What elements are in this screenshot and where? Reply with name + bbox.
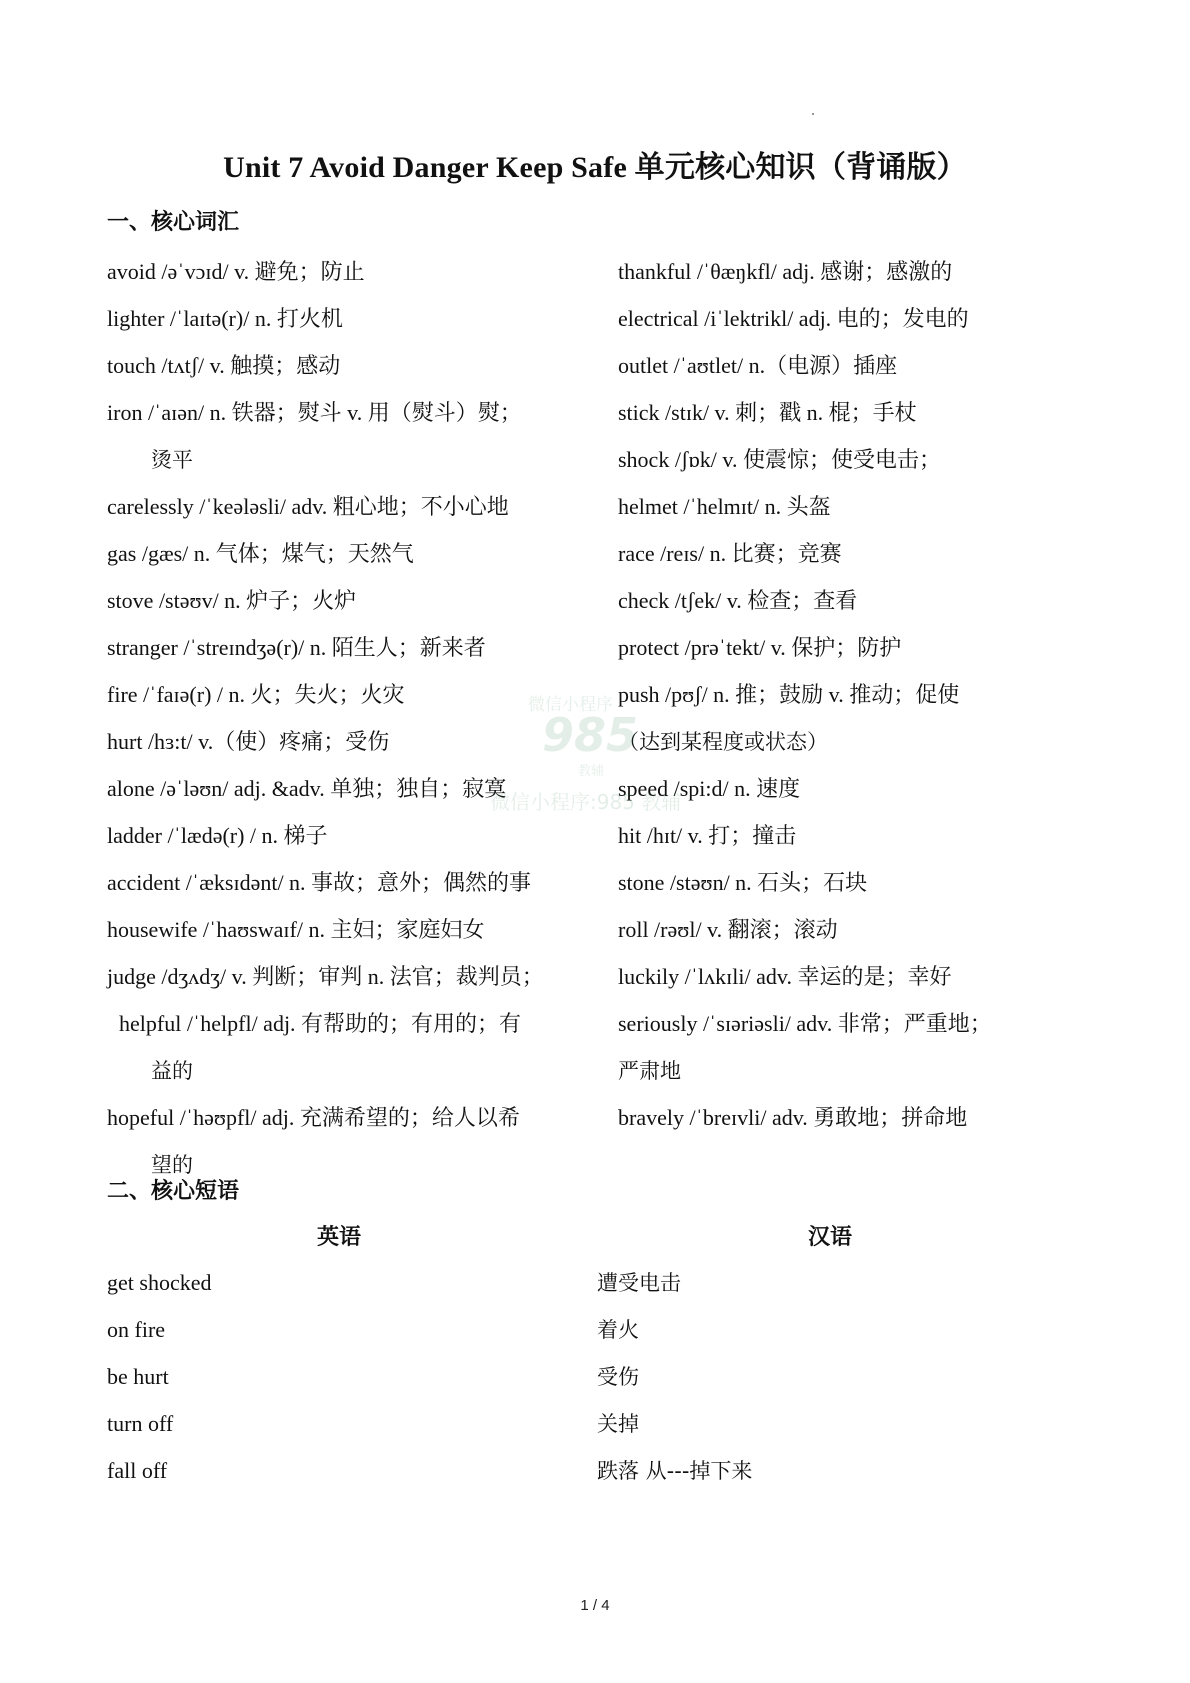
vocab-entry: protect /prəˈtekt/ v. 保护；防护 <box>618 635 902 660</box>
watermark-logo: 985 <box>542 708 639 762</box>
vocab-entry-continuation: （达到某程度或状态） <box>618 730 828 754</box>
stray-mark <box>812 113 814 115</box>
vocab-entry: seriously /ˈsɪəriəsli/ adv. 非常；严重地； <box>618 1011 992 1036</box>
vocab-entry: push /pʊʃ/ n. 推；鼓励 v. 推动；促使 <box>618 682 960 707</box>
vocab-entry: stove /stəʊv/ n. 炉子；火炉 <box>107 588 357 613</box>
vocab-entry: outlet /ˈaʊtlet/ n.（电源）插座 <box>618 353 898 378</box>
vocab-entry: shock /ʃɒk/ v. 使震惊；使受电击； <box>618 447 941 472</box>
phrase-column-chinese <box>597 1263 752 1498</box>
section-heading-vocabulary: 一、核心词汇 <box>107 210 240 235</box>
vocab-entry: iron /ˈaɪən/ n. 铁器；熨斗 v. 用（熨斗）熨； <box>107 400 522 425</box>
phrase-cn: 遭受电击 <box>597 1271 681 1295</box>
phrase-en: get shocked <box>107 1270 212 1295</box>
phrase-en: turn off <box>107 1411 174 1436</box>
vocab-entry-continuation: 烫平 <box>151 448 193 472</box>
vocab-entry: helmet /ˈhelmɪt/ n. 头盔 <box>618 494 831 519</box>
vocab-entry: housewife /ˈhaʊswaɪf/ n. 主妇；家庭妇女 <box>107 917 485 942</box>
vocab-entry: helpful /ˈhelpfl/ adj. 有帮助的；有用的；有 <box>119 1011 522 1036</box>
vocab-entry: gas /gæs/ n. 气体；煤气；天然气 <box>107 541 414 566</box>
phrase-cn: 关掉 <box>597 1412 639 1436</box>
vocab-entry: touch /tʌtʃ/ v. 触摸；感动 <box>107 353 341 378</box>
vocab-entry: hit /hɪt/ v. 打；撞击 <box>618 823 797 848</box>
vocab-entry: accident /ˈæksɪdənt/ n. 事故；意外；偶然的事 <box>107 870 532 895</box>
vocab-entry: stone /stəʊn/ n. 石头；石块 <box>618 870 868 895</box>
phrase-cn: 受伤 <box>597 1365 639 1389</box>
vocab-entry: speed /spi:d/ n. 速度 <box>618 776 801 801</box>
vocab-entry: judge /dʒʌdʒ/ v. 判断；审判 n. 法官；裁判员； <box>107 964 544 989</box>
vocab-entry: alone /əˈləʊn/ adj. &adv. 单独；独自；寂寞 <box>107 776 507 801</box>
vocab-entry: stranger /ˈstreɪndʒə(r)/ n. 陌生人；新来者 <box>107 635 486 660</box>
phrase-en: on fire <box>107 1317 166 1342</box>
vocab-entry: electrical /iˈlektrikl/ adj. 电的；发电的 <box>618 306 969 331</box>
vocab-entry-continuation: 严肃地 <box>618 1059 681 1083</box>
vocab-entry: hurt /hɜ:t/ v.（使）疼痛；受伤 <box>107 729 390 754</box>
vocab-entry: fire /ˈfaɪə(r) / n. 火；失火；火灾 <box>107 682 405 707</box>
vocab-entry: bravely /ˈbreɪvli/ adv. 勇敢地；拼命地 <box>618 1105 968 1130</box>
vocab-column-left <box>107 252 617 1192</box>
page-title: Unit 7 Avoid Danger Keep Safe 单元核心知识（背诵版） <box>223 151 967 184</box>
vocab-entry: ladder /ˈlædə(r) / n. 梯子 <box>107 823 328 848</box>
vocab-entry: race /reɪs/ n. 比赛；竞赛 <box>618 541 842 566</box>
vocab-entry: carelessly /ˈkeələsli/ adv. 粗心地；不小心地 <box>107 494 509 519</box>
vocab-entry: thankful /ˈθæŋkfl/ adj. 感谢；感激的 <box>618 259 953 284</box>
section-heading-phrases: 二、核心短语 <box>107 1179 240 1204</box>
phrase-en: fall off <box>107 1458 168 1483</box>
vocab-column-right <box>618 252 1058 1145</box>
page-number: 1 / 4 <box>580 1597 610 1614</box>
phrase-cn: 跌落 从---掉下来 <box>597 1459 753 1483</box>
vocab-entry: stick /stɪk/ v. 刺；戳 n. 棍；手杖 <box>618 400 917 425</box>
column-header-chinese: 汉语 <box>808 1225 853 1250</box>
vocab-entry: luckily /ˈlʌkɪli/ adv. 幸运的是；幸好 <box>618 964 952 989</box>
vocab-entry-continuation: 望的 <box>151 1153 193 1177</box>
vocab-entry: check /tʃek/ v. 检查；查看 <box>618 588 858 613</box>
watermark-line: 教辅 <box>578 764 605 779</box>
phrase-cn: 着火 <box>597 1318 639 1342</box>
column-header-english: 英语 <box>317 1225 362 1250</box>
vocab-entry: lighter /ˈlaɪtə(r)/ n. 打火机 <box>107 306 343 331</box>
vocab-entry: hopeful /ˈhəʊpfl/ adj. 充满希望的；给人以希 <box>107 1105 520 1130</box>
phrase-column-english <box>107 1263 211 1498</box>
vocab-entry-continuation: 益的 <box>151 1059 193 1083</box>
watermark-line: 微信小程序:985 教辅 <box>490 790 682 814</box>
phrase-en: be hurt <box>107 1364 169 1389</box>
vocab-entry: avoid /əˈvɔɪd/ v. 避免；防止 <box>107 259 365 284</box>
vocab-entry: roll /rəʊl/ v. 翻滚；滚动 <box>618 917 838 942</box>
watermark-line: 微信小程序 <box>528 695 613 715</box>
